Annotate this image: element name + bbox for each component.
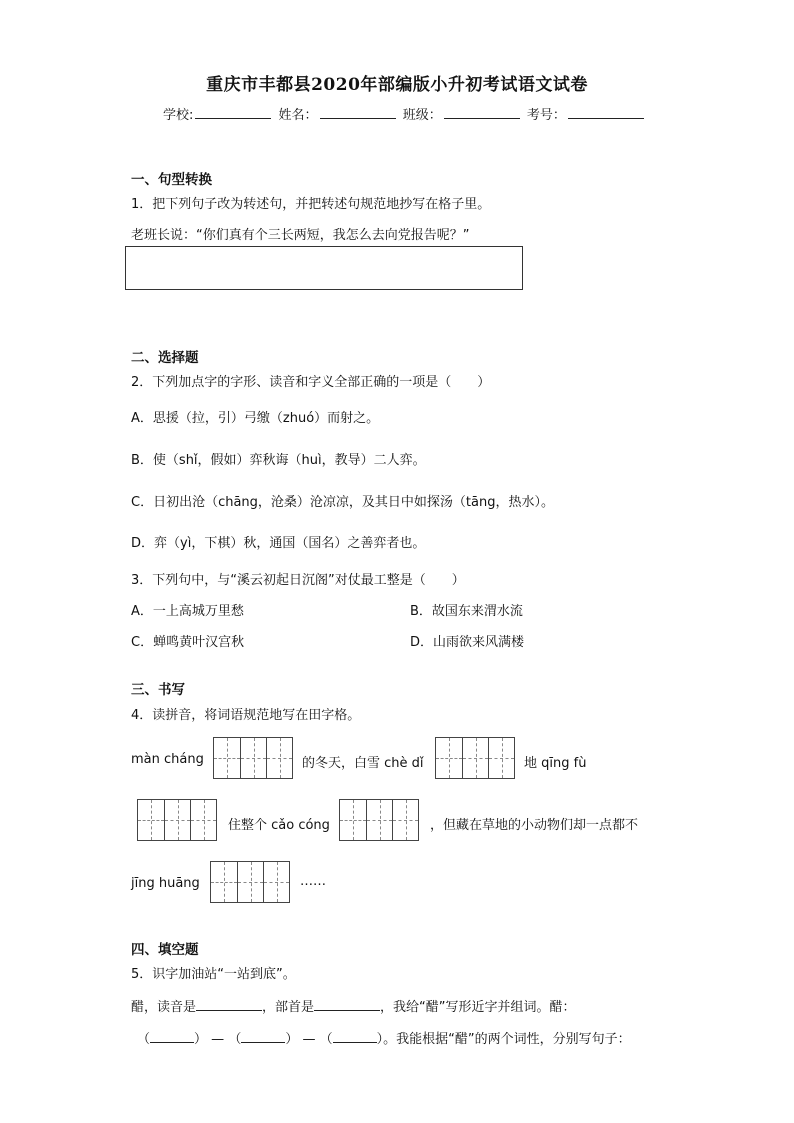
- section-heading-3: 三、书写: [131, 682, 185, 698]
- question-4-text-1: 的冬天，白雪 chè dǐ: [302, 756, 424, 771]
- question-3-option-c[interactable]: C．蝉鸣黄叶汉宫秋: [131, 635, 245, 650]
- question-1-answer-box[interactable]: [125, 246, 523, 290]
- q5-reading-label: 醋，读音是: [131, 1000, 197, 1015]
- question-3-option-a[interactable]: A．一上高城万里愁: [131, 604, 244, 619]
- q5-radical-label: ，部首是: [262, 1000, 315, 1015]
- pinyin-jing-huang: jīng huāng: [131, 876, 200, 891]
- question-2-stem: 2．下列加点字的字形、读音和字义全部正确的一项是（ ）: [131, 375, 491, 390]
- question-4-ellipsis: ……: [300, 874, 326, 889]
- school-field[interactable]: [195, 106, 271, 119]
- q5-radical-blank[interactable]: [314, 998, 380, 1011]
- tianzige-grid-3[interactable]: [137, 799, 217, 841]
- question-3-stem: 3．下列句中，与“溪云初起日沉阁”对仗最工整是（ ）: [131, 573, 465, 588]
- question-5-line-2: （ ） — （ ） — （ ）。我能根据“醋”的两个词性，分别写句子：: [137, 1032, 631, 1047]
- class-field[interactable]: [444, 106, 520, 119]
- section-heading-4: 四、填空题: [131, 942, 199, 958]
- section-heading-1: 一、句型转换: [131, 172, 212, 188]
- question-4-stem: 4．读拼音，将词语规范地写在田字格。: [131, 708, 361, 723]
- class-label: 班级：: [402, 108, 442, 123]
- number-field[interactable]: [568, 106, 644, 119]
- q5-char-blank-1[interactable]: [150, 1030, 194, 1043]
- q5-char-blank-2[interactable]: [241, 1030, 285, 1043]
- question-1-quote: 老班长说：“你们真有个三长两短，我怎么去向党报告呢？”: [131, 228, 470, 243]
- question-4-text-3: 住整个 cǎo cóng: [228, 818, 330, 833]
- name-field[interactable]: [320, 106, 396, 119]
- question-2-option-b[interactable]: B．使（shǐ，假如）弈秋诲（huì，教导）二人弈。: [131, 453, 426, 468]
- section-heading-2: 二、选择题: [131, 350, 199, 366]
- page-title: 重庆市丰都县2020年部编版小升初考试语文试卷: [206, 75, 588, 95]
- q5-char-blank-3[interactable]: [333, 1030, 377, 1043]
- question-4-text-2: 地 qīng fù: [524, 756, 587, 771]
- name-label: 姓名：: [278, 108, 318, 123]
- tianzige-grid-5[interactable]: [210, 861, 290, 903]
- tianzige-grid-2[interactable]: [435, 737, 515, 779]
- tianzige-grid-4[interactable]: [339, 799, 419, 841]
- q5-sentence-prompt: 。我能根据“醋”的两个词性，分别写句子：: [383, 1032, 631, 1047]
- tianzige-grid-1[interactable]: [213, 737, 293, 779]
- question-5-stem: 5．识字加油站“一站到底”。: [131, 967, 296, 982]
- school-label: 学校:: [163, 108, 194, 123]
- question-2-option-c[interactable]: C．日初出沧（chāng，沧桑）沧凉凉，及其日中如探汤（tāng，热水）。: [131, 495, 554, 510]
- question-3-option-b[interactable]: B．故国东来渭水流: [410, 604, 523, 619]
- question-3-option-d[interactable]: D．山雨欲来风满楼: [410, 635, 525, 650]
- question-2-option-d[interactable]: D．弈（yì，下棋）秋，通国（国名）之善弈者也。: [131, 536, 426, 551]
- question-5-line-1: [131, 996, 576, 1015]
- number-label: 考号：: [526, 108, 566, 123]
- student-info-line: [163, 104, 647, 123]
- q5-reading-blank[interactable]: [196, 998, 262, 1011]
- question-2-option-a[interactable]: A．思援（拉，引）弓缴（zhuó）而射之。: [131, 411, 380, 426]
- question-4-text-4: ，但藏在草地的小动物们却一点都不: [430, 818, 639, 833]
- q5-similar-label: ，我给“醋”写形近字并组词。醋：: [380, 1000, 576, 1015]
- question-1-stem: 1．把下列句子改为转述句，并把转述句规范地抄写在格子里。: [131, 197, 491, 212]
- pinyin-man-chang: màn cháng: [131, 752, 204, 767]
